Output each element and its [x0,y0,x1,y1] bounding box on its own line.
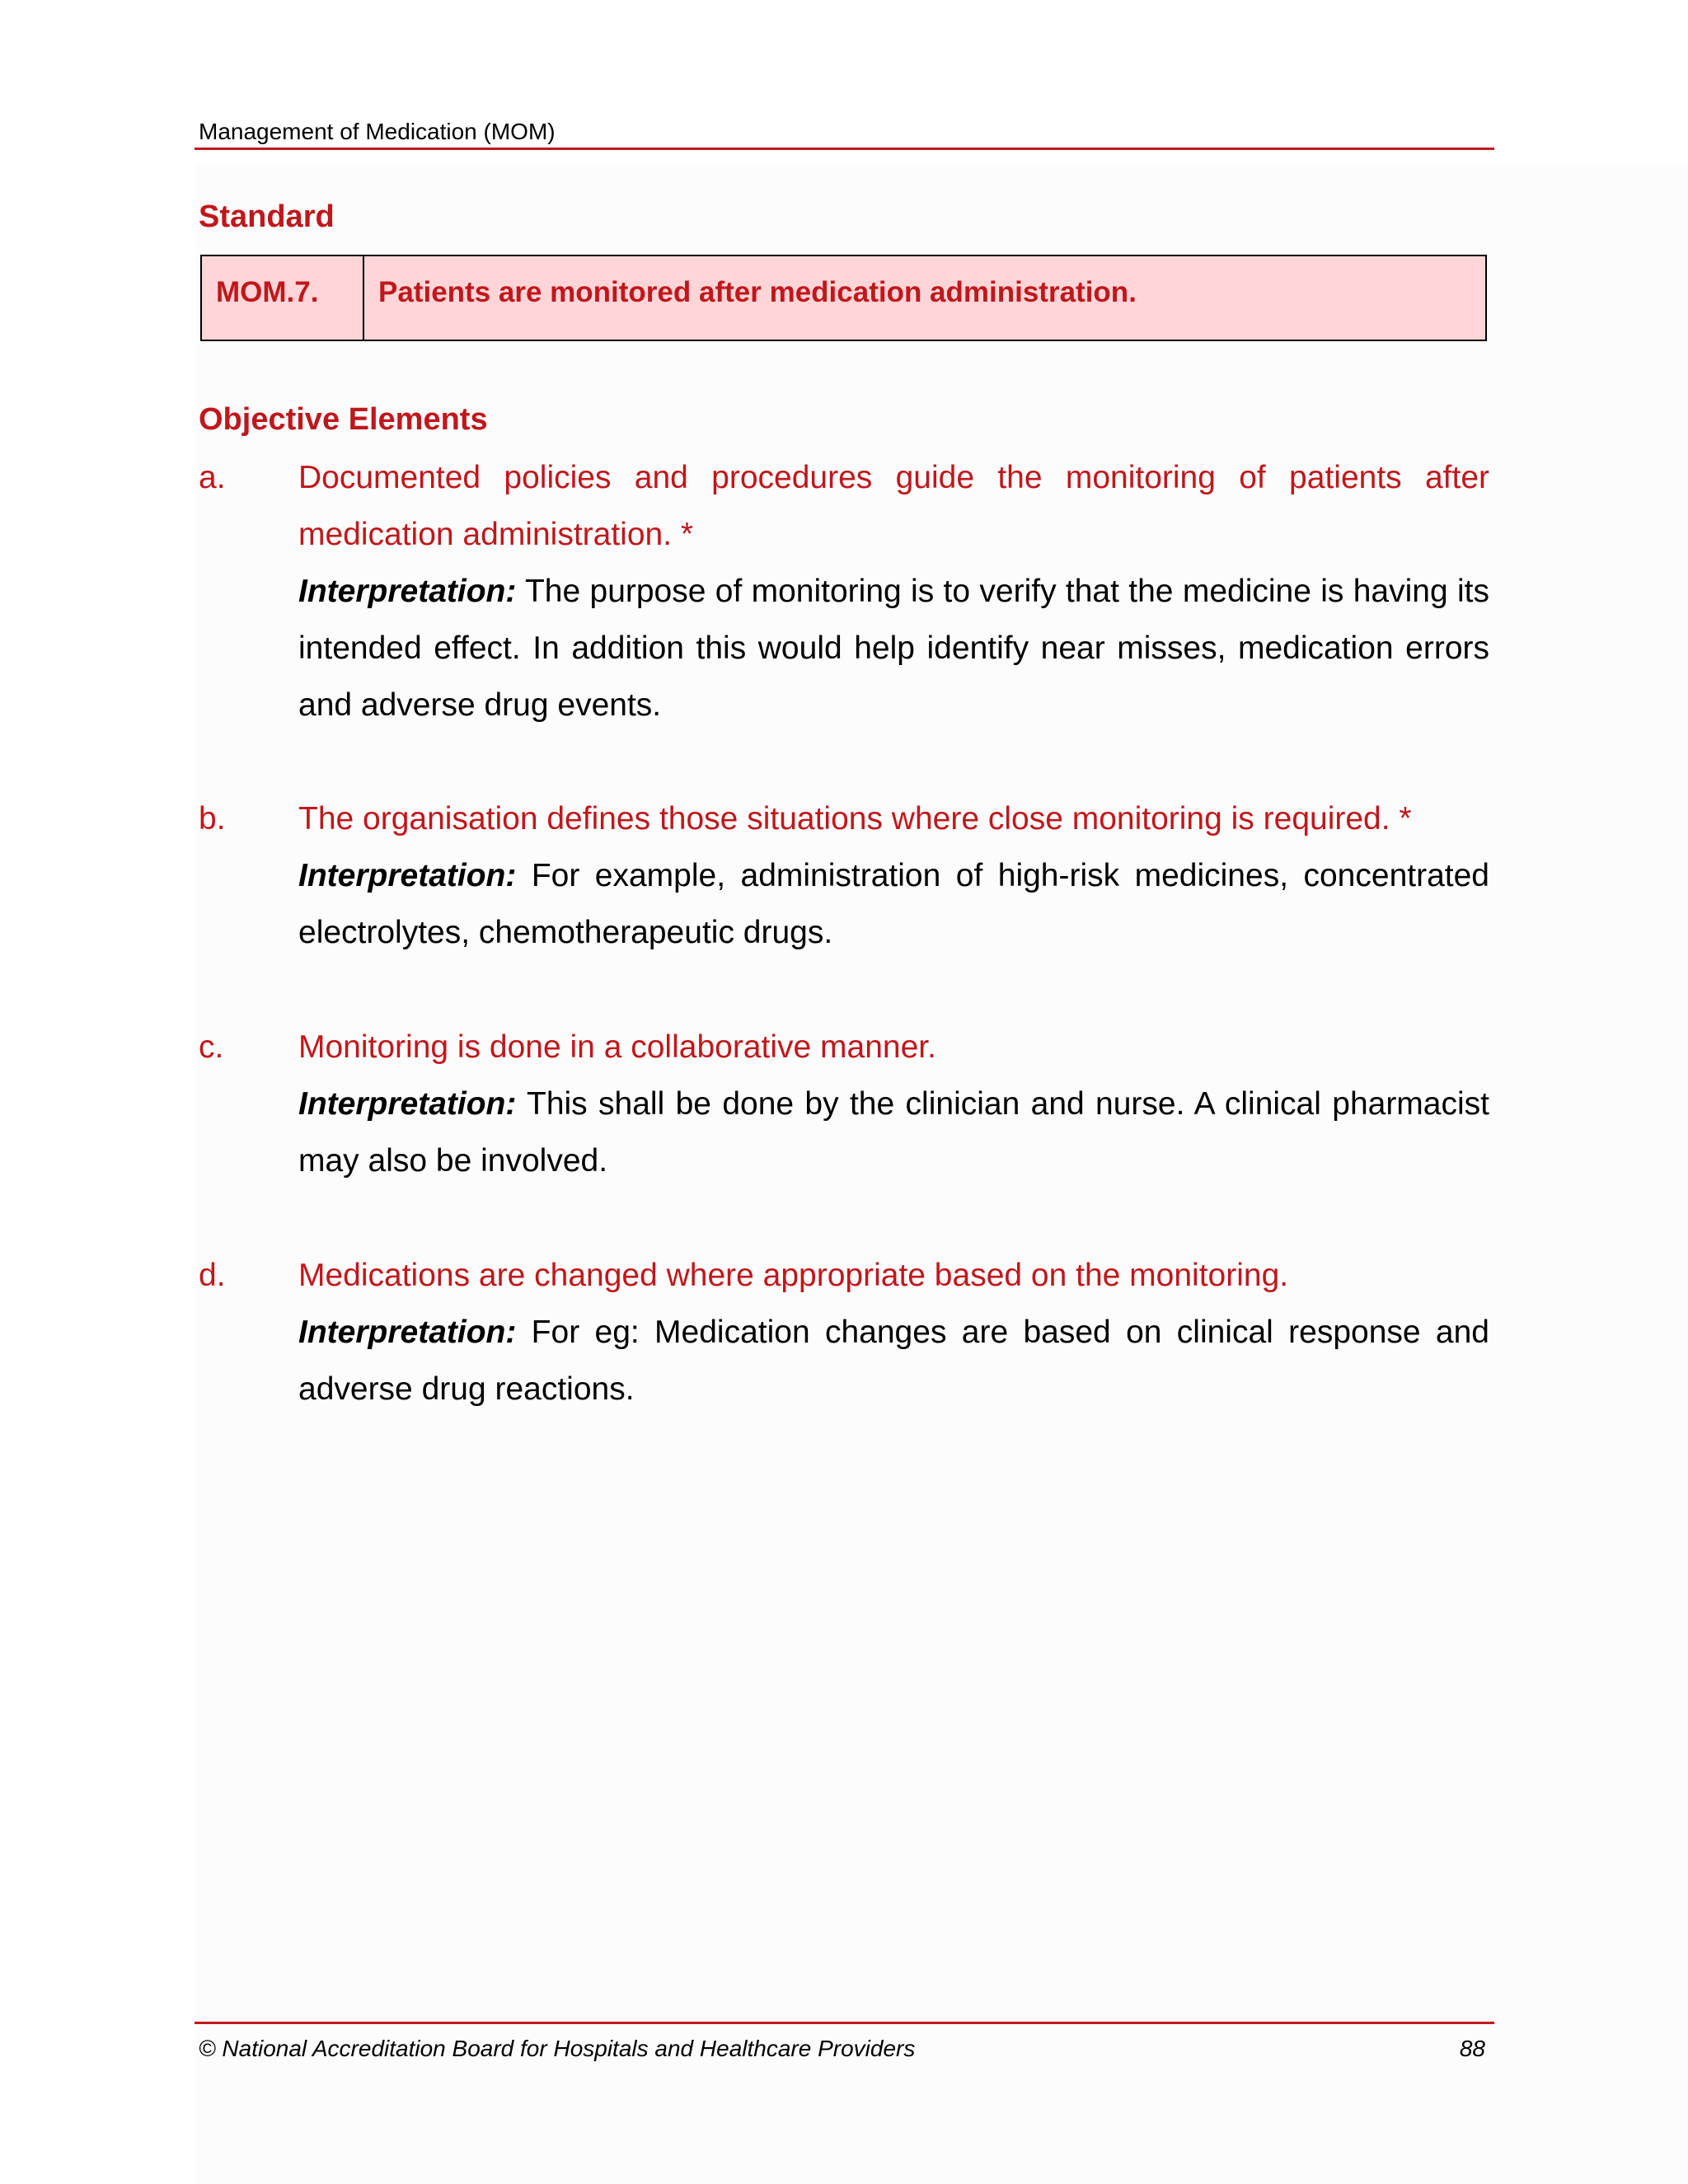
element-statement: Medications are changed where appropriate based on the monitoring. [298,1258,1289,1293]
page-header-title: Management of Medication (MOM) [199,119,556,144]
element-interpretation [298,1076,1489,1189]
interpretation-label: Interpretation: [298,574,517,609]
page-number: 88 [1459,2036,1485,2061]
element-interpretation [298,563,1489,733]
standard-statement: Patients are monitored after medication administration. [378,276,1137,308]
element-interpretation [298,847,1489,961]
interpretation-text: The purpose of monitoring is to verify that the medicine is having its intended effect. In addition this would help identify near misses, medication errors and adverse drug events. [298,574,1489,723]
objective-element-a [199,449,1489,733]
element-marker: b. [199,801,226,837]
standard-code: MOM.7. [202,256,364,340]
objective-element-b [199,790,1489,961]
element-interpretation [298,1304,1489,1418]
interpretation-label: Interpretation: [298,858,517,893]
interpretation-text: This shall be done by the clinician and nurse. A clinical pharmacist may also be involved. [298,1086,1489,1179]
objective-element-c [199,1019,1489,1189]
element-marker: a. [199,460,226,495]
interpretation-text: For example, administration of high-risk medicines, concentrated electrolytes, chemotherapeutic drugs. [298,858,1489,950]
interpretation-label: Interpretation: [298,1086,517,1122]
objective-elements-heading: Objective Elements [199,402,488,437]
header-divider [195,148,1494,150]
element-marker: c. [199,1029,224,1065]
element-marker: d. [199,1258,226,1293]
standard-box [200,255,1487,341]
footer-divider [195,2022,1494,2024]
element-statement: Monitoring is done in a collaborative manner. [298,1029,936,1065]
element-statement: The organisation defines those situations where close monitoring is required. * [298,801,1412,837]
interpretation-text: For eg: Medication changes are based on clinical response and adverse drug reactions. [298,1315,1489,1407]
element-statement: Documented policies and procedures guide the monitoring of patients after medication administration. * [298,460,1489,552]
objective-element-d [199,1247,1489,1418]
standard-heading: Standard [199,199,335,234]
footer-copyright: © National Accreditation Board for Hospitals and Healthcare Providers [199,2036,916,2061]
interpretation-label: Interpretation: [298,1315,517,1350]
